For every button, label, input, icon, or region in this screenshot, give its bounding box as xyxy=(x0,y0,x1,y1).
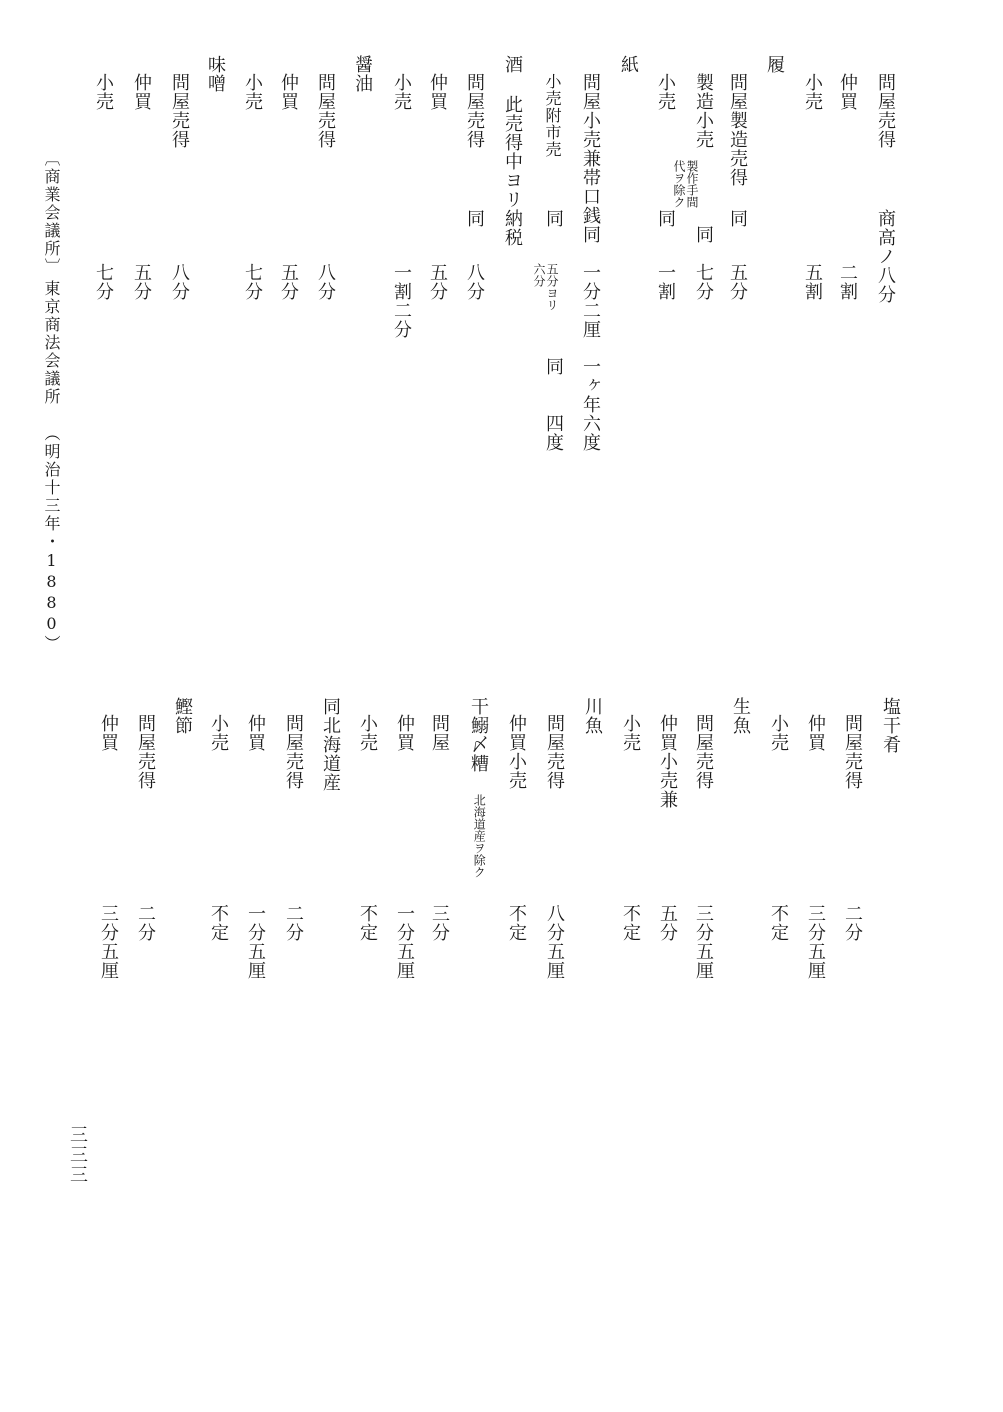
b15-value: 不定 xyxy=(357,904,378,942)
c16-label: 問屋売得 xyxy=(315,73,336,149)
c18-label: 小売 xyxy=(242,73,263,111)
c18-value: 七分 xyxy=(242,263,263,301)
c8-category: 紙 xyxy=(618,55,639,74)
year-label: （明治十三年・1880） xyxy=(42,425,61,653)
b14-value: 一分五厘 xyxy=(394,904,415,980)
c7-label: 小売 xyxy=(655,73,676,111)
b21-label: 問屋売得 xyxy=(135,714,156,790)
b19-label: 小売 xyxy=(208,714,229,752)
b7-value: 五分 xyxy=(657,904,678,942)
c20-value: 八分 xyxy=(169,263,190,301)
c9-frequency: 一ヶ年六度 xyxy=(580,357,601,452)
c9-value: 一分二厘 xyxy=(580,263,601,339)
b20-category: 鰹節 xyxy=(172,697,193,735)
b7-label: 仲買小売兼 xyxy=(657,714,678,809)
b13-label: 問屋 xyxy=(429,714,450,752)
b19-value: 不定 xyxy=(208,904,229,942)
b3-label: 仲買 xyxy=(805,714,826,752)
c1-note: 商高ノ八分 xyxy=(875,209,896,304)
c10-label: 小売附市売 xyxy=(543,73,562,158)
b18-value: 一分五厘 xyxy=(245,904,266,980)
org-name: 東京商法会議所 xyxy=(42,280,61,406)
b8-value: 不定 xyxy=(620,904,641,942)
b17-value: 二分 xyxy=(283,904,304,942)
c11-category: 酒 xyxy=(502,55,523,74)
b3-value: 三分五厘 xyxy=(805,904,826,980)
c4-category: 履 xyxy=(764,55,785,74)
c3-value: 五割 xyxy=(802,263,823,301)
c6-note: 製作手間 代ヲ除ク xyxy=(672,160,699,208)
c5-label: 問屋製造売得 xyxy=(727,73,748,187)
c10-value: 五分ヨリ 六分 xyxy=(532,263,559,311)
b22-value: 三分五厘 xyxy=(98,904,119,980)
c11-note: 此売得中ヨリ納税 xyxy=(502,95,523,247)
b10-label: 問屋売得 xyxy=(544,714,565,790)
b6-label: 問屋売得 xyxy=(693,714,714,790)
b11-label: 仲買小売 xyxy=(506,714,527,790)
b4-value: 不定 xyxy=(768,904,789,942)
b2-label: 問屋売得 xyxy=(842,714,863,790)
b1-category: 塩干肴 xyxy=(880,697,901,754)
c10-same2: 同 xyxy=(543,357,564,376)
b9-category: 川魚 xyxy=(582,697,603,735)
c1-label: 問屋売得 xyxy=(875,73,896,149)
b17-label: 問屋売得 xyxy=(283,714,304,790)
c10-same: 同 xyxy=(543,209,564,228)
page-number: 三三三 xyxy=(67,1125,88,1185)
b4-label: 小売 xyxy=(768,714,789,752)
c6-label: 製造小売 xyxy=(693,73,714,149)
b12-note: 北海道産ヲ除ク xyxy=(472,794,487,878)
b16-category: 同北海道産 xyxy=(320,697,341,792)
c14-value: 一割二分 xyxy=(391,263,412,339)
c16-value: 八分 xyxy=(315,263,336,301)
b18-label: 仲買 xyxy=(245,714,266,752)
section-label: 〔商業会議所〕 xyxy=(42,150,61,276)
c2-value: 二割 xyxy=(837,263,858,301)
b2-value: 二分 xyxy=(842,904,863,942)
c19-category: 味噌 xyxy=(205,55,226,93)
c7-same: 同 xyxy=(655,209,676,228)
c21-label: 仲買 xyxy=(131,73,152,111)
c6-same: 同 xyxy=(693,225,714,244)
c12-value: 八分 xyxy=(464,263,485,301)
c17-label: 仲買 xyxy=(278,73,299,111)
b10-value: 八分五厘 xyxy=(544,904,565,980)
c12-same: 同 xyxy=(464,209,485,228)
b13-value: 三分 xyxy=(429,904,450,942)
c10-frequency: 四度 xyxy=(543,414,564,452)
c21-value: 五分 xyxy=(131,263,152,301)
b21-value: 二分 xyxy=(135,904,156,942)
c22-label: 小売 xyxy=(93,73,114,111)
c14-label: 小売 xyxy=(391,73,412,111)
c15-category: 醤油 xyxy=(352,55,373,93)
c7-value: 一割 xyxy=(655,263,676,301)
b8-label: 小売 xyxy=(620,714,641,752)
b22-label: 仲買 xyxy=(98,714,119,752)
c12-label: 問屋売得 xyxy=(464,73,485,149)
c9-label: 問屋小売兼帯口銭同 xyxy=(580,73,601,244)
c20-label: 問屋売得 xyxy=(169,73,190,149)
b15-label: 小売 xyxy=(357,714,378,752)
c17-value: 五分 xyxy=(278,263,299,301)
b6-value: 三分五厘 xyxy=(693,904,714,980)
c22-value: 七分 xyxy=(93,263,114,301)
c3-label: 小売 xyxy=(802,73,823,111)
b14-label: 仲買 xyxy=(394,714,415,752)
c13-value: 五分 xyxy=(427,263,448,301)
c5-same: 同 xyxy=(727,209,748,228)
c5-value: 五分 xyxy=(727,263,748,301)
b11-value: 不定 xyxy=(506,904,527,942)
c13-label: 仲買 xyxy=(427,73,448,111)
b12-category: 干鰯〆糟 xyxy=(468,697,489,773)
c6-value: 七分 xyxy=(693,263,714,301)
c2-label: 仲買 xyxy=(837,73,858,111)
b5-category: 生魚 xyxy=(730,697,751,735)
